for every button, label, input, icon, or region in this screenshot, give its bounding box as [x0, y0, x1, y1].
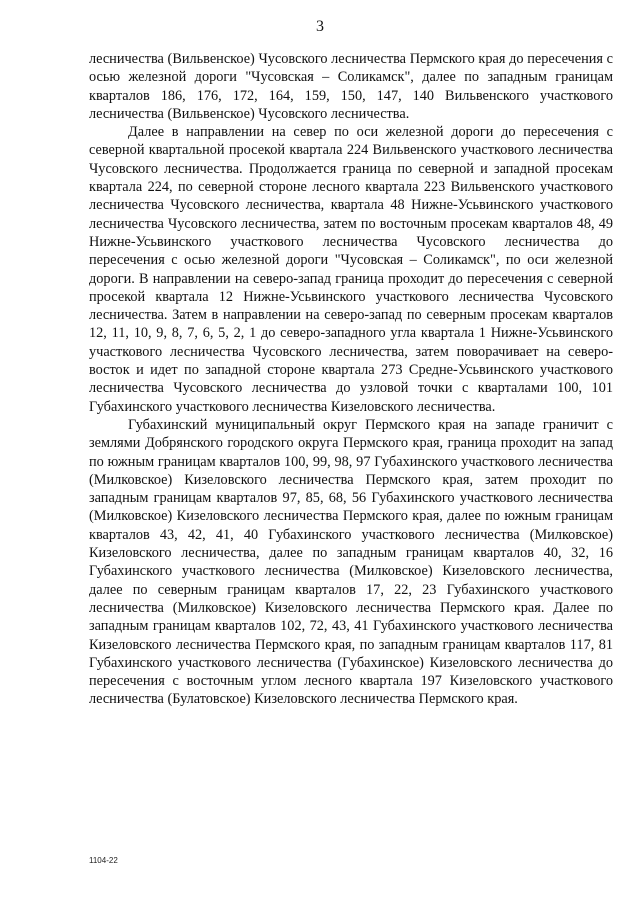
page-number: 3	[316, 18, 324, 35]
paragraph-continuation: лесничества (Вильвенское) Чусовского лесничества Пермского края до пересечения с осью железной дороги "Чусовская – Соликамск", далее по западным границам кварталов 186, 176, 172, 164, 159, 150, 147, 140 Вильвенского участкового лесничества (Вильвенское) Чусовского лесничества.	[89, 51, 613, 122]
document-body	[89, 50, 613, 709]
document-code: 1104-22	[89, 856, 118, 865]
paragraph-west-boundary: Губахинский муниципальный округ Пермского края на западе граничит с землями Добрянского городского округа Пермского края, граница проходит на запад по южным границам кварталов 100, 99, 98, 97 Губахинского участкового лесничества (Милковское) Кизеловского лесничества Пермского края, затем проходит по западным границам кварталов 97, 85, 68, 56 Губахинского участкового лесничества (Милковское) Кизеловского лесничества Пермского края, далее по южным границам кварталов 43, 42, 41, 40 Губахинского участкового лесничества (Милковское) Кизеловского лесничества, далее по западным границам кварталов 40, 32, 16 Губахинского участкового лесничества (Милковское) Кизеловского лесничества, далее по северным границам кварталов 17, 22, 23 Губахинского участкового лесничества (Милковское) Кизеловского лесничества Пермского края. Далее по западным границам кварталов 102, 72, 43, 41 Губахинского участкового лесничества Кизеловского лесничества Пермского края, по западным границам кварталов 117, 81 Губахинского участкового лесничества (Губахинское) Кизеловского лесничества до пересечения с восточным углом лесного квартала 197 Кизеловского участкового лесничества (Булатовское) Кизеловского лесничества Пермского края.	[89, 416, 613, 708]
paragraph-north-railway: Далее в направлении на север по оси железной дороги до пересечения с северной квартальной просекой квартала 224 Вильвенского участкового лесничества Чусовского лесничества. Продолжается граница по северной и западной просекам квартала 224, по северной стороне лесного квартала 223 Вильвенского участкового лесничества Чусовского лесничества, квартала 48 Нижне-Усьвинского участкового лесничества Чусовского лесничества, затем по восточным просекам кварталов 48, 49 Нижне-Усьвинского участкового лесничества Чусовского лесничества до пересечения с осью железной дороги "Чусовская – Соликамск", по оси железной дороги. В направлении на северо-запад граница проходит до пересечения с северной просекой квартала 12 Нижне-Усьвинского участкового лесничества Чусовского лесничества. Затем в направлении на северо-запад по северным просекам кварталов 12, 11, 10, 9, 8, 7, 6, 5, 2, 1 до северо-западного угла квартала 1 Нижне-Усьвинского участкового лесничества Чусовского лесничества, затем поворачивает на северо-восток и идет по западной стороне квартала 273 Средне-Усьвинского участкового лесничества Чусовского лесничества до узловой точки с кварталами 100, 101 Губахинского участкового лесничества Кизеловского лесничества.	[89, 124, 613, 415]
